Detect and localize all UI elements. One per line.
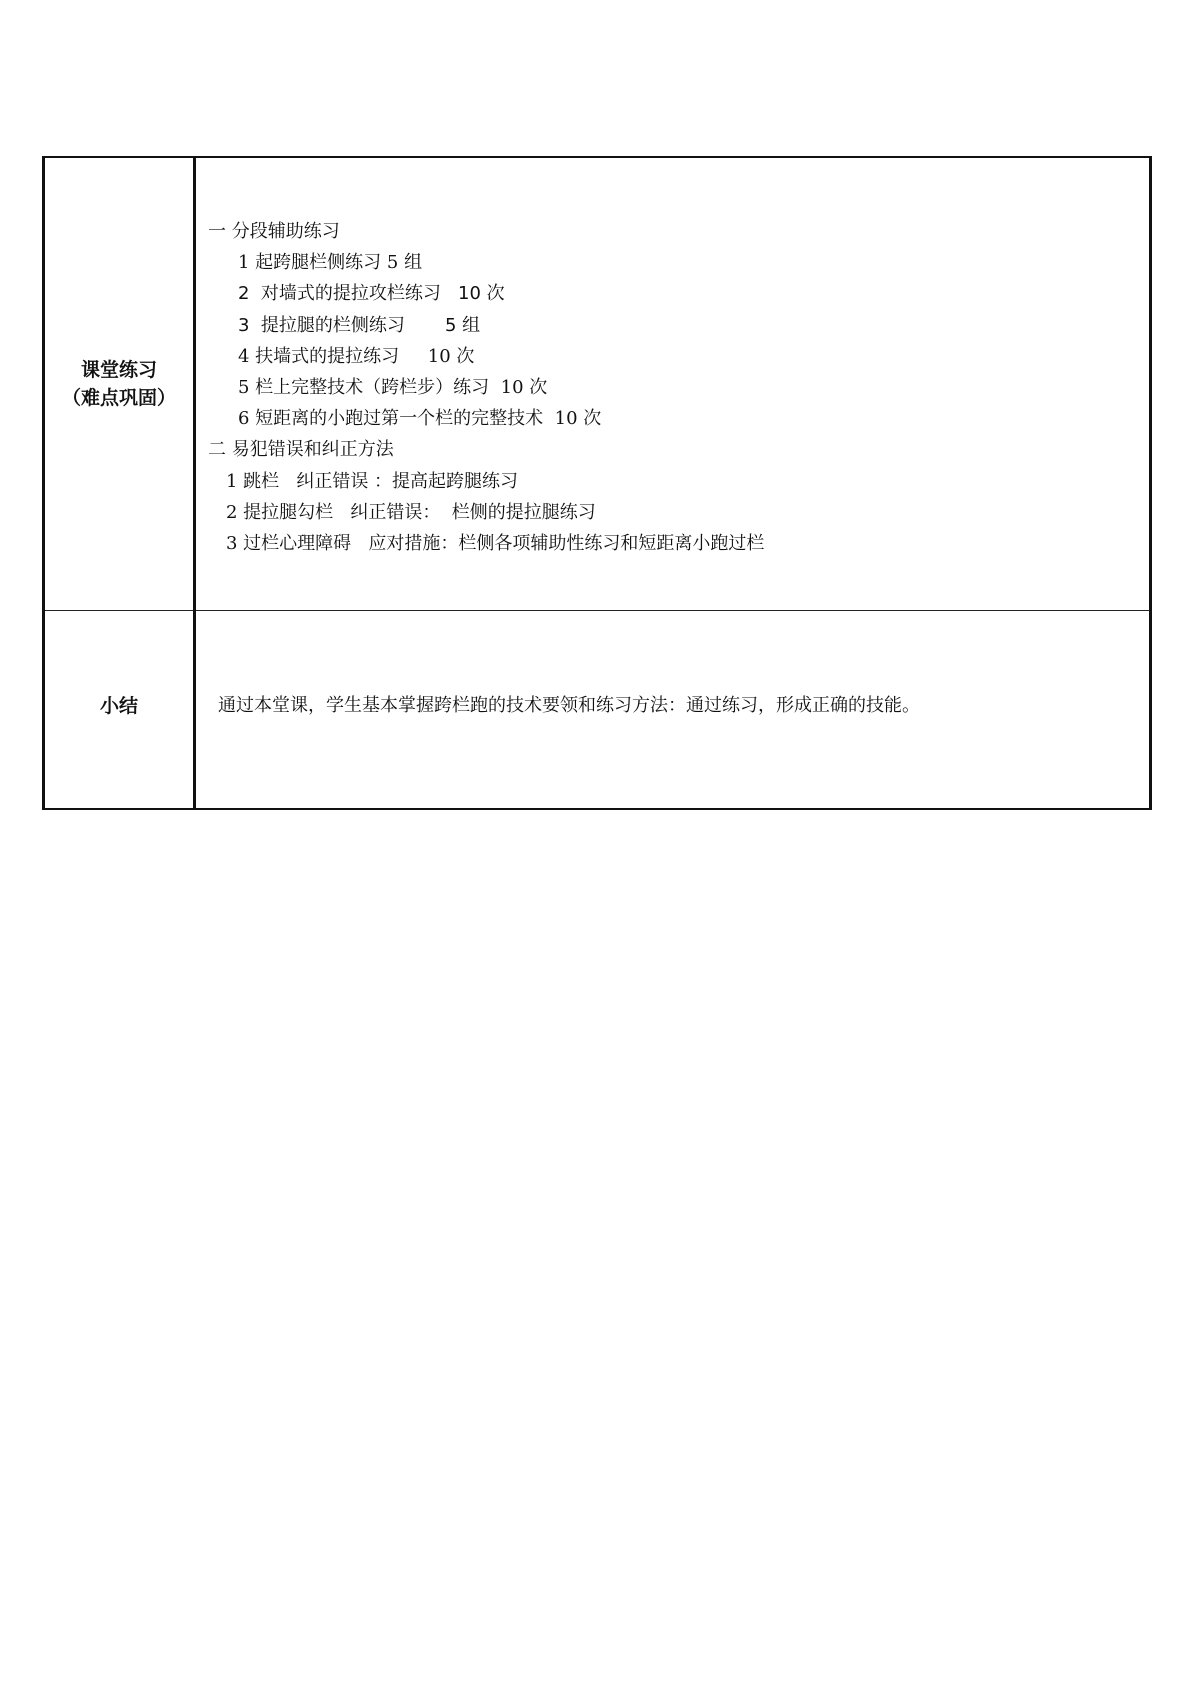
drill-item-6: 6 短距离的小跑过第一个栏的完整技术 10 次 (238, 408, 602, 430)
practice-content-cell (195, 157, 1151, 611)
practice-row (44, 157, 1151, 611)
summary-content-cell (195, 611, 1151, 810)
error-item-3: 3 过栏心理障碍 应对措施：栏侧各项辅助性练习和短距离小跑过栏 (226, 533, 765, 555)
practice-label-cell (44, 157, 195, 611)
summary-label: 小结 (99, 694, 138, 717)
practice-content (196, 158, 1149, 610)
drill-item-1: 1 起跨腿栏侧练习 5 组 (238, 252, 423, 274)
error-item-1: 1 跳栏 纠正错误 ：提高起跨腿练习 (226, 470, 519, 492)
practice-label-title: 课堂练习 (80, 359, 157, 381)
lesson-table (42, 156, 1152, 810)
section-heading-drills: 一 分段辅助练习 (208, 221, 340, 242)
drill-item-4: 4 扶墙式的提拉练习 10 次 (238, 345, 475, 367)
practice-label-subtitle: （难点巩固） (61, 387, 176, 409)
summary-text: 通过本堂课，学生基本掌握跨栏跑的技术要领和练习方法：通过练习，形成正确的技能。 (218, 694, 920, 716)
drill-item-2: 2 对墙式的提拉攻栏练习 10 次 (238, 283, 505, 305)
drill-item-5: 5 栏上完整技术（跨栏步）练习 10 次 (238, 377, 548, 399)
section-heading-errors: 二 易犯错误和纠正方法 (208, 439, 394, 461)
summary-label-cell (44, 611, 195, 810)
summary-row (44, 611, 1151, 810)
error-item-2: 2 提拉腿勾栏 纠正错误： 栏侧的提拉腿练习 (226, 501, 596, 523)
drill-item-3: 3 提拉腿的栏侧练习 5 组 (238, 314, 481, 336)
